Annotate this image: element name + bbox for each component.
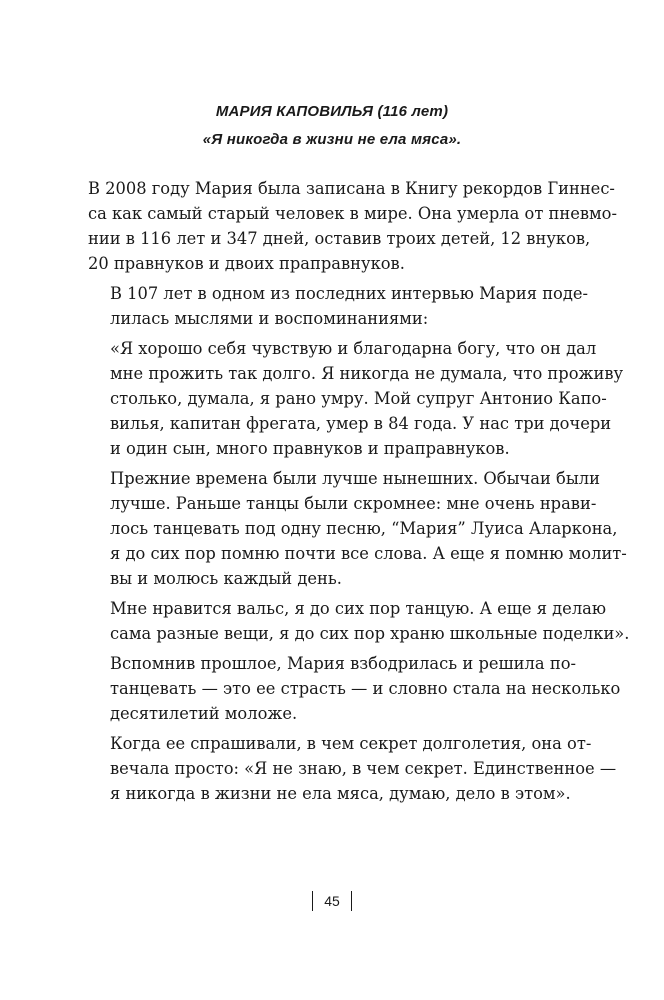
text-line: я до сих пор помню почти все слова. А еще я помню молит- [110,544,627,563]
text-line: сама разные вещи, я до сих пор храню школьные поделки». [110,624,630,643]
text-line: танцевать — это ее страсть — и словно стала на несколько [110,679,621,698]
text-line: я никогда в жизни не ела мяса, думаю, дело в этом». [110,784,571,803]
text-line: вы и молюсь каждый день. [110,569,342,588]
page-number-left-rule [312,891,314,911]
page-number: 45 [324,893,340,909]
text-line: Мне нравится вальс, я до сих пор танцую. А еще я делаю [110,599,607,618]
paragraph [88,176,617,276]
text-line: Прежние времена были лучше нынешних. Обычаи были [110,469,600,488]
paragraph [88,336,624,461]
text-line: десятилетий моложе. [110,704,298,723]
text-line: вилья, капитан фрегата, умер в 84 года. У нас три дочери [110,414,612,433]
text-line: и один сын, много правнуков и праправнуков. [110,439,510,458]
text-line: нии в 116 лет и 347 дней, оставив троих детей, 12 внуков, [88,229,591,248]
page-footer [0,891,664,911]
text-line: 20 правнуков и двоих праправнуков. [88,254,405,273]
text-line: Вспомнив прошлое, Мария взбодрилась и решила по- [110,654,576,673]
paragraph [88,281,589,331]
paragraph [88,466,627,591]
chapter-subheading-quote: «Я никогда в жизни не ела мяса». [202,131,462,148]
text-line: лилась мыслями и воспоминаниями: [110,309,429,328]
page-number-right-rule [351,891,353,911]
paragraph [88,731,617,806]
body-text [88,176,630,811]
text-line: лучше. Раньше танцы были скромнее: мне очень нрави- [110,494,597,513]
chapter-heading: МАРИЯ КАПОВИЛЬЯ (116 лет) [215,103,449,120]
text-line: са как самый старый человек в мире. Она умерла от пневмо- [88,204,617,223]
text-line: «Я хорошо себя чувствую и благодарна богу, что он дал [110,339,597,358]
paragraph [88,651,621,726]
text-line: В 2008 году Мария была записана в Книгу рекордов Гиннес- [88,179,615,198]
text-line: вечала просто: «Я не знаю, в чем секрет. Единственное — [110,759,617,778]
text-line: мне прожить так долго. Я никогда не думала, что проживу [110,364,624,383]
text-line: Когда ее спрашивали, в чем секрет долголетия, она от- [110,734,592,753]
paragraph [88,596,630,646]
text-line: В 107 лет в одном из последних интервью Мария поде- [110,284,589,303]
text-line: лось танцевать под одну песню, “Мария” Луиса Аларкона, [110,519,618,538]
text-line: столько, думала, я рано умру. Мой супруг Антонио Капо- [110,389,607,408]
